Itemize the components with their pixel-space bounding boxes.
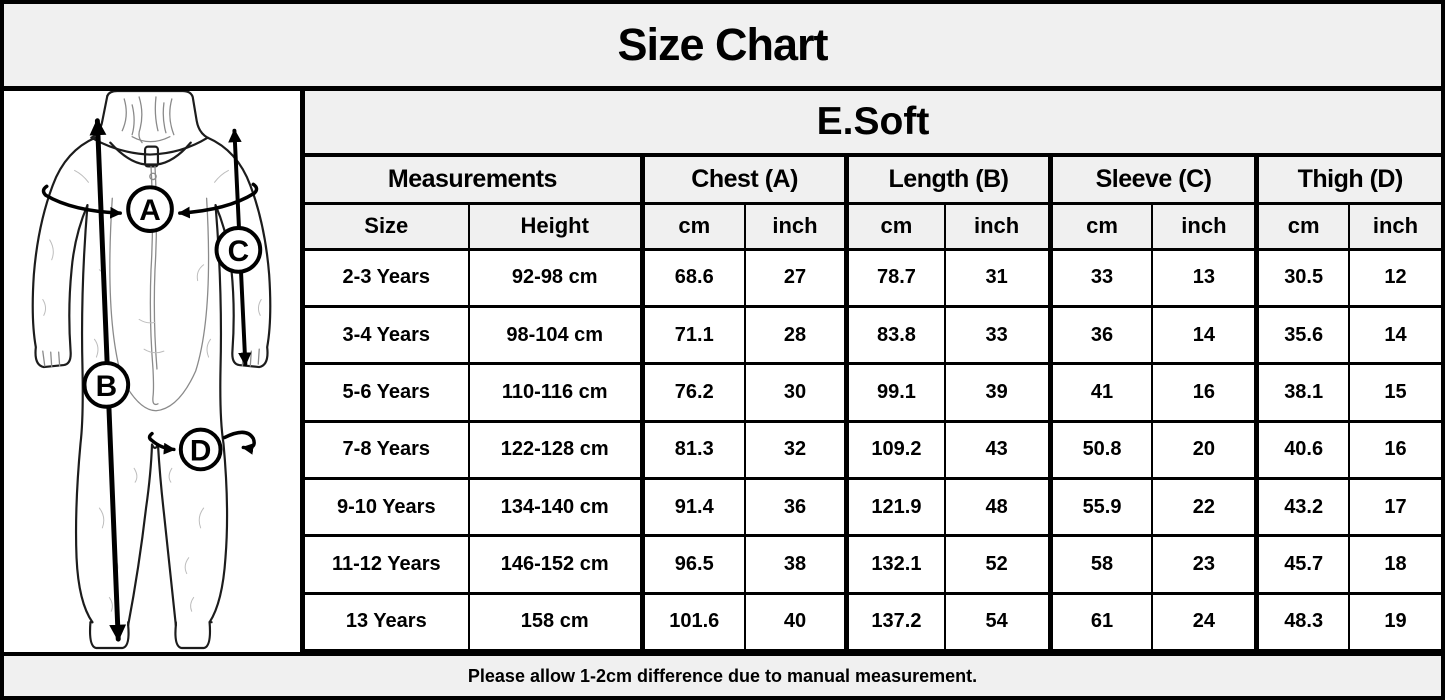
table-cell: 110-116 cm	[469, 364, 643, 421]
table-cell: 16	[1349, 421, 1441, 478]
label-a: A	[139, 194, 161, 228]
table-cell: 78.7	[847, 249, 945, 306]
content-area	[4, 91, 1441, 652]
table-cell: 15	[1349, 364, 1441, 421]
table-cell: 38.1	[1257, 364, 1349, 421]
table-cell: 61	[1050, 593, 1152, 650]
label-d: D	[189, 434, 212, 468]
col-header-length-inch: inch	[945, 203, 1051, 249]
col-group-thigh: Thigh (D)	[1257, 157, 1441, 203]
table-cell: 96.5	[642, 536, 744, 593]
table-cell: 36	[1050, 306, 1152, 363]
col-group-chest: Chest (A)	[642, 157, 846, 203]
table-row	[305, 364, 1441, 421]
table-cell: 38	[745, 536, 847, 593]
table-cell: 43	[945, 421, 1051, 478]
table-cell: 40.6	[1257, 421, 1349, 478]
table-cell: 83.8	[847, 306, 945, 363]
table-cell: 18	[1349, 536, 1441, 593]
table-cell: 32	[745, 421, 847, 478]
table-cell: 14	[1349, 306, 1441, 363]
label-c: C	[227, 234, 250, 268]
footer-note-bar	[4, 652, 1441, 696]
table-cell: 24	[1152, 593, 1257, 650]
table-cell: 81.3	[642, 421, 744, 478]
table-cell: 121.9	[847, 478, 945, 535]
table-row	[305, 536, 1441, 593]
table-cell: 36	[745, 478, 847, 535]
table-cell: 98-104 cm	[469, 306, 643, 363]
table-row	[305, 593, 1441, 650]
table-cell: 33	[945, 306, 1051, 363]
label-b: B	[95, 369, 118, 403]
table-cell: 16	[1152, 364, 1257, 421]
table-cell: 54	[945, 593, 1051, 650]
table-cell: 48.3	[1257, 593, 1349, 650]
measurement-disclaimer: Please allow 1-2cm difference due to manual measurement.	[467, 665, 978, 686]
table-row	[305, 478, 1441, 535]
col-group-length: Length (B)	[847, 157, 1050, 203]
table-cell: 43.2	[1257, 478, 1349, 535]
table-cell: 99.1	[847, 364, 945, 421]
col-header-size: Size	[305, 203, 469, 249]
table-cell: 41	[1050, 364, 1152, 421]
size-table-panel	[305, 91, 1441, 652]
table-cell: 50.8	[1050, 421, 1152, 478]
sub-header-row	[305, 203, 1441, 249]
label-circle-d	[181, 430, 221, 470]
onesie-measurement-diagram	[4, 91, 300, 652]
table-cell: 22	[1152, 478, 1257, 535]
table-cell: 134-140 cm	[469, 478, 643, 535]
table-cell: 14	[1152, 306, 1257, 363]
table-cell: 76.2	[642, 364, 744, 421]
hood-texture	[122, 97, 174, 143]
table-cell: 12	[1349, 249, 1441, 306]
table-cell: 28	[745, 306, 847, 363]
table-row	[305, 421, 1441, 478]
size-cell: 7-8 Years	[305, 421, 469, 478]
col-header-length-cm: cm	[847, 203, 945, 249]
table-cell: 146-152 cm	[469, 536, 643, 593]
brand-name: E.Soft	[816, 100, 930, 143]
label-circle-c	[217, 228, 261, 272]
size-cell: 5-6 Years	[305, 364, 469, 421]
col-header-thigh-inch: inch	[1349, 203, 1441, 249]
brand-row	[305, 91, 1441, 157]
page-title: Size Chart	[617, 19, 828, 70]
table-cell: 109.2	[847, 421, 945, 478]
col-group-measurements: Measurements	[305, 157, 642, 203]
diagram-panel	[4, 91, 305, 652]
table-cell: 52	[945, 536, 1051, 593]
col-header-height: Height	[469, 203, 643, 249]
table-cell: 20	[1152, 421, 1257, 478]
table-cell: 30.5	[1257, 249, 1349, 306]
table-cell: 27	[745, 249, 847, 306]
table-cell: 23	[1152, 536, 1257, 593]
col-group-sleeve: Sleeve (C)	[1050, 157, 1257, 203]
table-cell: 71.1	[642, 306, 744, 363]
table-cell: 33	[1050, 249, 1152, 306]
table-cell: 91.4	[642, 478, 744, 535]
table-cell: 39	[945, 364, 1051, 421]
table-cell: 17	[1349, 478, 1441, 535]
table-cell: 58	[1050, 536, 1152, 593]
table-cell: 13	[1152, 249, 1257, 306]
col-header-sleeve-inch: inch	[1152, 203, 1257, 249]
table-cell: 132.1	[847, 536, 945, 593]
table-cell: 48	[945, 478, 1051, 535]
title-banner	[4, 4, 1441, 91]
col-header-chest-inch: inch	[745, 203, 847, 249]
table-cell: 35.6	[1257, 306, 1349, 363]
col-header-chest-cm: cm	[642, 203, 744, 249]
size-cell: 9-10 Years	[305, 478, 469, 535]
label-circle-b	[84, 363, 128, 407]
size-cell: 11-12 Years	[305, 536, 469, 593]
table-cell: 19	[1349, 593, 1441, 650]
table-cell: 101.6	[642, 593, 744, 650]
table-cell: 137.2	[847, 593, 945, 650]
table-cell: 31	[945, 249, 1051, 306]
table-cell: 45.7	[1257, 536, 1349, 593]
size-table	[305, 157, 1441, 652]
size-cell: 13 Years	[305, 593, 469, 650]
table-cell: 55.9	[1050, 478, 1152, 535]
table-row	[305, 306, 1441, 363]
table-row	[305, 249, 1441, 306]
table-cell: 92-98 cm	[469, 249, 643, 306]
group-header-row	[305, 157, 1441, 203]
table-cell: 122-128 cm	[469, 421, 643, 478]
label-circle-a	[128, 187, 172, 231]
table-cell: 30	[745, 364, 847, 421]
size-cell: 3-4 Years	[305, 306, 469, 363]
col-header-thigh-cm: cm	[1257, 203, 1349, 249]
col-header-sleeve-cm: cm	[1050, 203, 1152, 249]
size-cell: 2-3 Years	[305, 249, 469, 306]
table-cell: 40	[745, 593, 847, 650]
table-cell: 68.6	[642, 249, 744, 306]
table-cell: 158 cm	[469, 593, 643, 650]
